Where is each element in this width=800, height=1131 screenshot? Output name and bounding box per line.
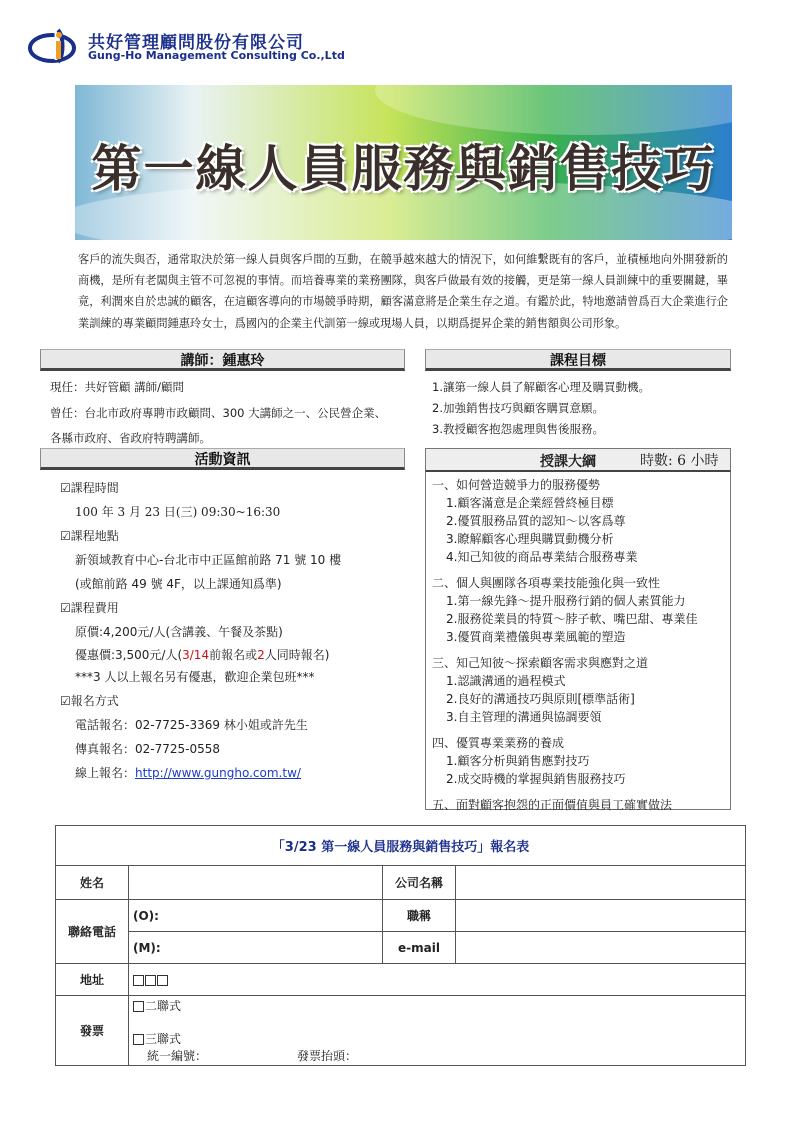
objective-item: 3.教授顧客抱怨處理與售後服務。 — [432, 422, 604, 436]
invoice-options — [129, 996, 746, 1066]
course-fee-label: ☑課程費用 — [60, 601, 119, 615]
invoice-title-label: 發票抬頭： — [297, 1049, 358, 1063]
job-title-label: 職稱 — [383, 900, 456, 932]
invoice-3-label: 三聯式 — [145, 1032, 182, 1046]
lecturer-past-1: 曾任：台北市政府專聘市政顧問、300 大講師之一、公民營企業、 — [50, 406, 387, 420]
outline-section-title: 一、如何營造競爭力的服務優勢 — [432, 478, 601, 492]
company-logo-icon — [28, 26, 80, 66]
form-title: 「3/23 第一線人員服務與銷售技巧」報名表 — [56, 826, 746, 866]
outline-item: 3.瞭解顧客心理與購買動機分析 — [446, 532, 614, 546]
fee-discount: 優惠價:3,500元/人(3/14前報名或2人同時報名) — [75, 648, 330, 662]
name-field[interactable] — [129, 866, 383, 900]
company-label: 公司名稱 — [383, 866, 456, 900]
outline-section-title: 三、知己知彼～探索顧客需求與應對之道 — [432, 656, 649, 670]
fee-original: 原價:4,200元/人(含講義、午餐及茶點) — [75, 625, 283, 639]
outline-item: 1.認識溝通的過程模式 — [446, 674, 566, 688]
signup-phone: 電話報名：02-7725-3369 林小姐或許先生 — [75, 718, 308, 732]
fee-group-note: ***3 人以上報名另有優惠，歡迎企業包班*** — [75, 670, 315, 684]
signup-url-link[interactable]: http://www.gungho.com.tw/ — [135, 766, 301, 780]
objective-item: 1.讓第一線人員了解顧客心理及購買動機。 — [432, 380, 650, 394]
outline-section-title: 四、優質專業業務的養成 — [432, 736, 565, 750]
phone-office-field[interactable]: (O): — [129, 900, 383, 932]
outline-item: 2.成交時機的掌握與銷售服務技巧 — [446, 772, 626, 786]
invoice-3-checkbox[interactable] — [133, 1034, 144, 1045]
outline-item: 2.良好的溝通技巧與原則[標準話術] — [446, 692, 635, 706]
outline-item: 4.知己知彼的商品專業結合服務專業 — [446, 550, 638, 564]
outline-item: 3.自主管理的溝通與協調要領 — [446, 710, 602, 724]
objectives-header: 課程目標 — [425, 349, 731, 371]
lecturer-current: 現任：共好管顧 講師/顧問 — [50, 380, 185, 394]
company-name-en: Gung-Ho Management Consulting Co.,Ltd — [88, 49, 345, 62]
email-field[interactable] — [456, 932, 746, 964]
job-title-field[interactable] — [456, 900, 746, 932]
activity-header: 活動資訊 — [40, 448, 405, 470]
phone-mobile-field[interactable]: (M): — [129, 932, 383, 964]
signup-fax: 傳真報名：02-7725-0558 — [75, 742, 221, 756]
outline-hours: 時數: 6 小時 — [640, 453, 719, 469]
email-label: e-mail — [383, 932, 456, 964]
phone-label: 聯絡電話 — [56, 900, 129, 964]
course-time-value: 100 年 3 月 23 日(三) 09:30~16:30 — [75, 505, 281, 519]
outline-header: 授課大綱 — [540, 454, 596, 470]
invoice-2-label: 二聯式 — [145, 999, 182, 1013]
company-name-cn: 共好管理顧問股份有限公司 — [88, 33, 304, 53]
banner-title: 第一線人員服務與銷售技巧 — [91, 140, 716, 198]
lecturer-past-2: 各縣市政府、省政府特聘講師。 — [50, 431, 211, 445]
course-place-label: ☑課程地點 — [60, 529, 119, 543]
registration-form — [55, 825, 746, 1066]
signup-online: 線上報名：http://www.gungho.com.tw/ — [75, 766, 301, 780]
outline-item: 1.顧客滿意是企業經營終極目標 — [446, 496, 614, 510]
objective-item: 2.加強銷售技巧與顧客購買意願。 — [432, 401, 604, 415]
address-field[interactable] — [129, 964, 746, 996]
outline-section-title: 五、面對顧客抱怨的正面價值與員工確實做法 — [432, 798, 673, 812]
name-label: 姓名 — [56, 866, 129, 900]
course-time-label: ☑課程時間 — [60, 481, 119, 495]
zip-box[interactable] — [133, 975, 144, 986]
outline-item: 2.優質服務品質的認知～以客爲尊 — [446, 514, 626, 528]
invoice-label: 發票 — [56, 996, 129, 1066]
outline-item: 1.顧客分析與銷售應對技巧 — [446, 754, 590, 768]
tax-id-label: 統一編號： — [147, 1049, 208, 1063]
address-label: 地址 — [56, 964, 129, 996]
lecturer-header: 講師：鍾惠玲 — [40, 349, 405, 371]
outline-item: 2.服務從業員的特質～脖子軟、嘴巴甜、專業佳 — [446, 612, 698, 626]
company-field[interactable] — [456, 866, 746, 900]
outline-item: 1.第一線先鋒～提升服務行銷的個人素質能力 — [446, 594, 686, 608]
invoice-2-checkbox[interactable] — [133, 1001, 144, 1012]
course-banner — [75, 85, 732, 240]
zip-box[interactable] — [157, 975, 168, 986]
intro-paragraph: 客戶的流失與否，通常取決於第一線人員與客戶間的互動，在競爭越來越大的情況下，如何維繫既有的客戶，並積極地向外開發新的商機，是所有老闆與主管不可忽視的事情。而培養專業的業務團隊，與客戶做最有效的接觸，更是第一線人員訓練中的重要關鍵，畢竟，利潤來自於忠誠的顧客，在這顧客導向的市場競爭時期，顧客滿意將是企業生存之道。有鑑於此，特地邀請曾爲百大企業進行企業訓練的專業顧問鍾惠玲女士，爲國內的企業主代訓第一線或現場人員，以期爲提昇企業的銷售額與公司形象。 — [78, 253, 728, 330]
outline-section-title: 二、個人與團隊各項專業技能強化與一致性 — [432, 576, 661, 590]
course-place-line1: 新領域教育中心-台北市中正區館前路 71 號 10 樓 — [75, 553, 342, 567]
course-place-line2: (或館前路 49 號 4F，以上課通知爲準) — [75, 577, 282, 591]
zip-box[interactable] — [145, 975, 156, 986]
outline-item: 3.優質商業禮儀與專業風範的塑造 — [446, 630, 626, 644]
signup-label: ☑報名方式 — [60, 694, 119, 708]
